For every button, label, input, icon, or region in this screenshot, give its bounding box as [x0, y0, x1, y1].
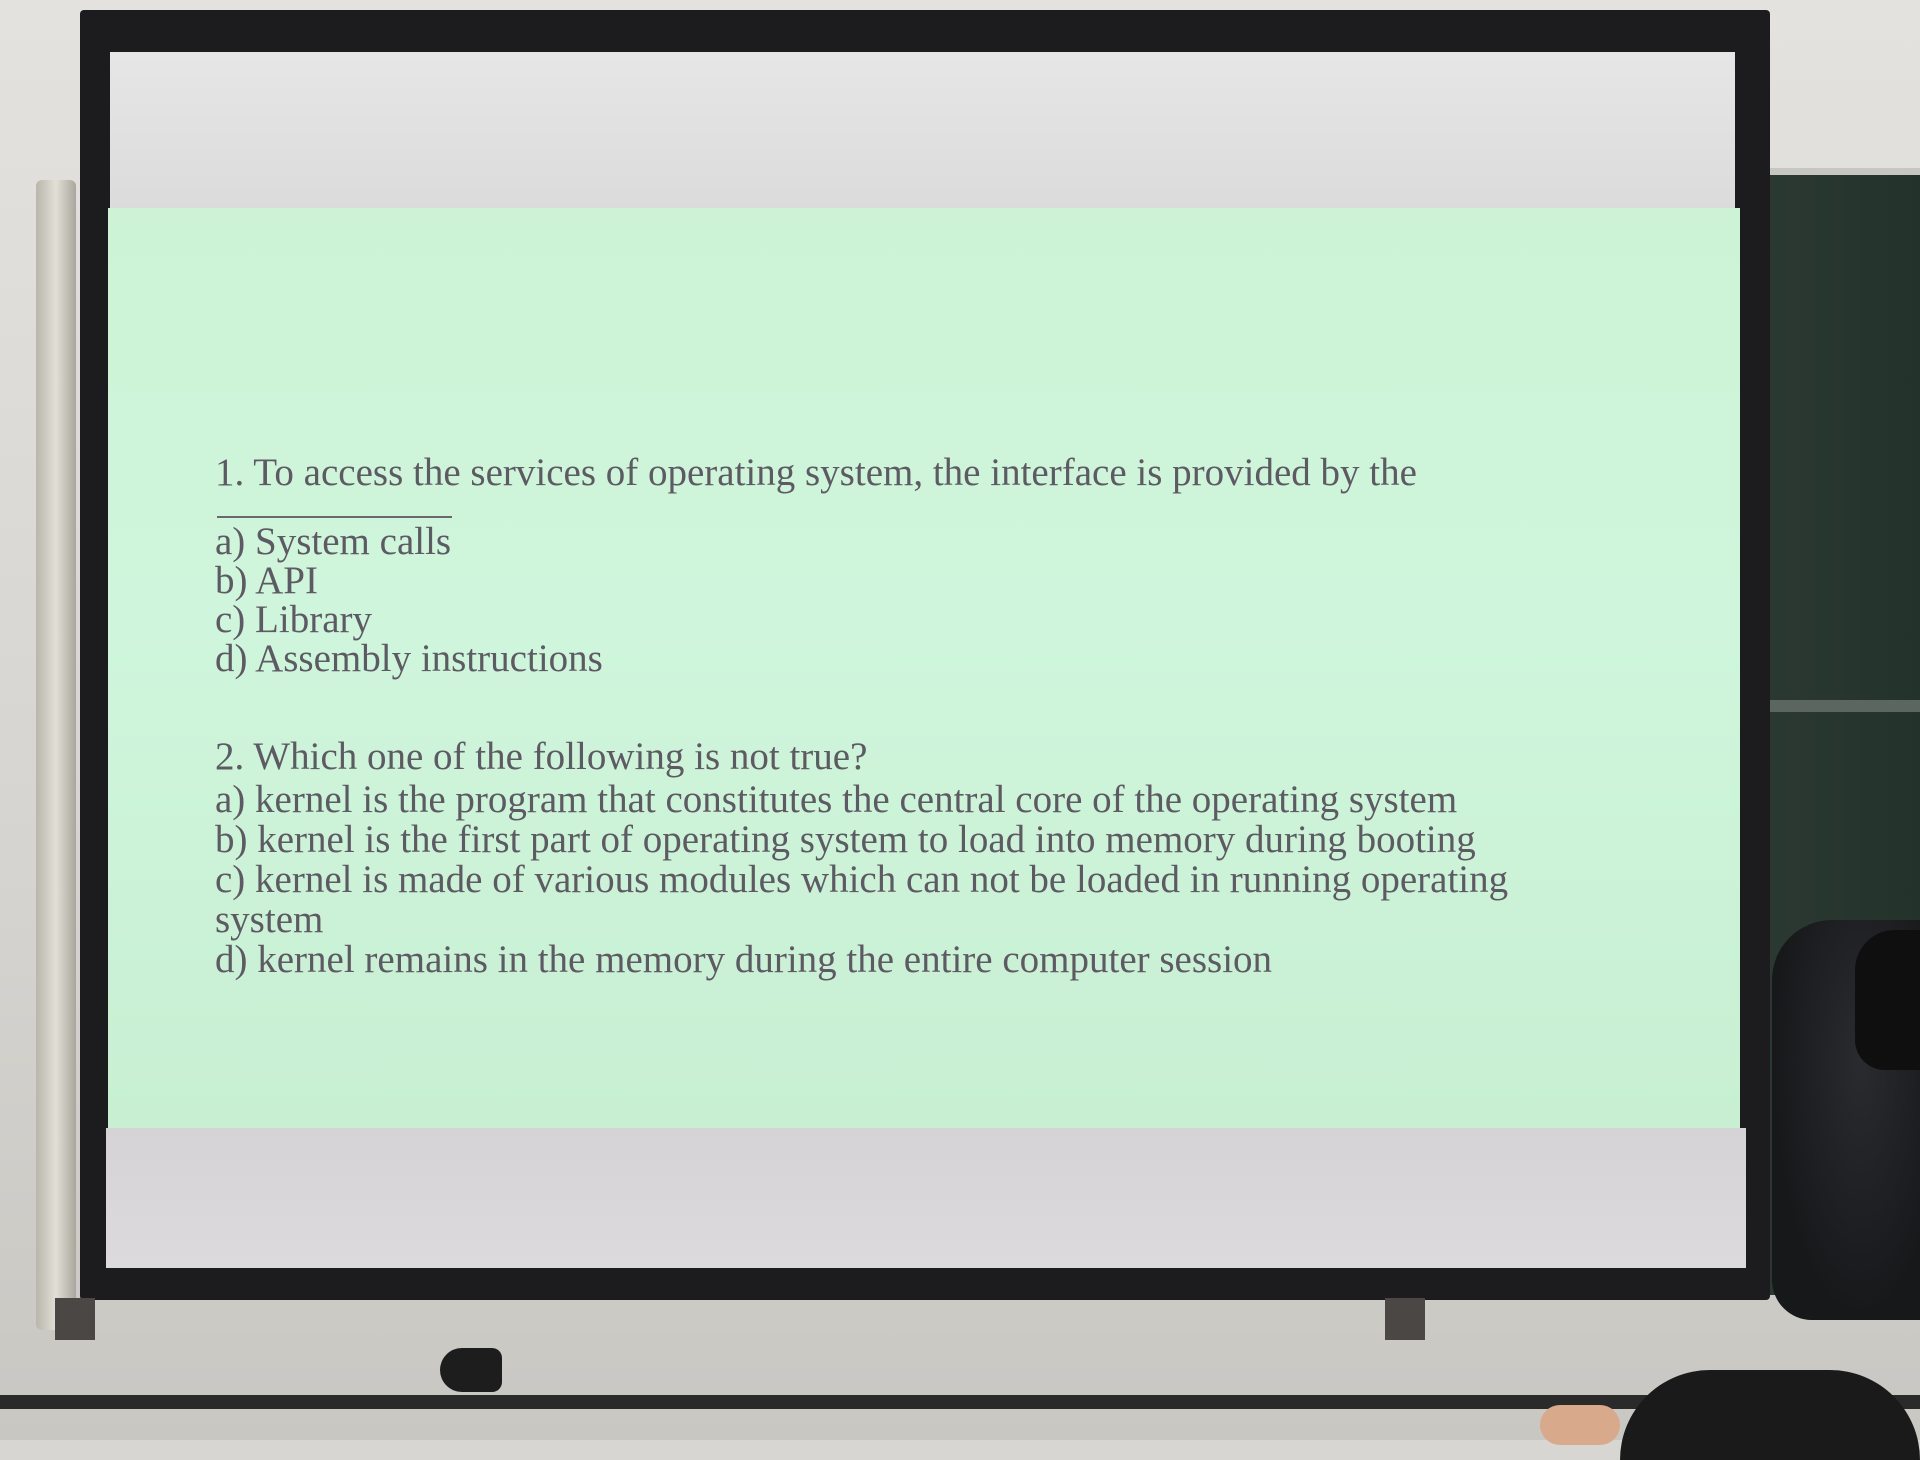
question-1: [215, 450, 1675, 678]
mount-bracket-left: [55, 1298, 95, 1340]
question-2-option-b: b) kernel is the first part of operating system to load into memory during booting: [215, 818, 1476, 861]
audience-head: [1620, 1370, 1920, 1460]
question-2-option-c-continued: system: [215, 898, 324, 941]
presenter-hair: [1855, 930, 1920, 1070]
question-2: [215, 734, 1675, 980]
question-2-option-d: d) kernel remains in the memory during the entire computer session: [215, 938, 1273, 981]
question-2-option-c: c) kernel is made of various modules which can not be loaded in running operating: [215, 858, 1509, 901]
question-spacer: [215, 678, 1675, 734]
question-2-text: 2. Which one of the following is not true?: [215, 735, 868, 778]
question-1-text: 1. To access the services of operating system, the interface is provided by the: [215, 451, 1417, 494]
whiteboard-rail: [36, 180, 76, 1330]
screen-bottom-margin: [106, 1128, 1746, 1268]
mount-bracket-right: [1385, 1298, 1425, 1340]
camera-icon: [440, 1348, 502, 1392]
answer-blank: [217, 516, 452, 518]
question-2-option-a: a) kernel is the program that constitutes the central core of the operating system: [215, 778, 1458, 821]
audience-hand: [1540, 1405, 1620, 1445]
board-ledge: [0, 1395, 1920, 1409]
question-1-option-d: d) Assembly instructions: [215, 637, 603, 680]
slide-content: [215, 450, 1675, 980]
question-1-option-b: b) API: [215, 559, 318, 602]
question-1-option-a: a) System calls: [215, 520, 452, 563]
screen-top-margin: [110, 52, 1735, 210]
question-1-option-c: c) Library: [215, 598, 372, 641]
